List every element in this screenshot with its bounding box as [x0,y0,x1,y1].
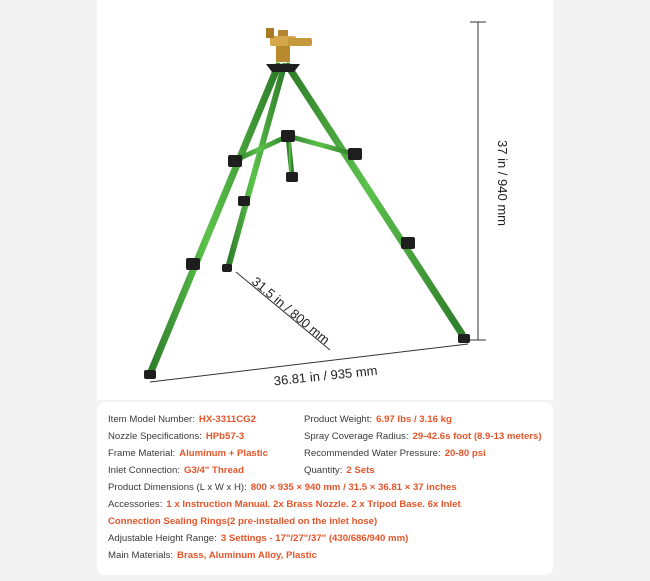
spec-product-dimensions [108,482,457,494]
spec-frame-material [108,448,268,460]
spec-accessories-continued [108,516,377,528]
spec-value: Brass, Aluminum Alloy, Plastic [177,550,317,561]
spec-label: Item Model Number: [108,414,195,425]
spec-label: Frame Material: [108,448,176,459]
spec-value: HX-3311CG2 [198,414,256,425]
spec-value: Connection Sealing Rings(2 pre-installed on the inlet hose) [108,516,378,527]
spec-value: 2 Sets [346,465,375,476]
spec-label: Inlet Connection: [108,465,180,476]
spec-label: Recommended Water Pressure: [304,448,441,459]
brass-sprinkler-head-icon [266,28,312,62]
spec-accessories [108,499,461,511]
spec-inlet-connection [108,465,244,477]
spec-label: Nozzle Specifications: [108,431,202,442]
leg-spread-dimension-label: 31.5 in / 800 mm [248,273,333,348]
height-dimension-line [470,22,486,340]
spec-label: Accessories: [108,499,163,510]
spec-label: Product Weight: [304,414,373,425]
spec-value: 3 Settings - 17"/27"/37" (430/686/940 mm) [220,533,409,544]
spec-height-range [108,533,408,545]
spec-product-weight [304,414,452,426]
spec-main-materials [108,550,317,562]
spec-label: Spray Coverage Radius: [304,431,409,442]
spec-quantity [304,465,375,477]
spec-spray-radius [304,431,542,443]
spec-value: 6.97 lbs / 3.16 kg [376,414,452,425]
spec-value: Aluminum + Plastic [179,448,268,459]
spec-nozzle [108,431,244,443]
spec-water-pressure [304,448,486,460]
spec-value: HPb57-3 [205,431,245,442]
spec-label: Main Materials: [108,550,174,561]
spec-value: 800 × 935 × 940 mm / 31.5 × 36.81 × 37 inches [250,482,457,493]
spec-item-model [108,414,256,426]
spec-label: Adjustable Height Range: [108,533,217,544]
height-dimension-label: 37 in / 940 mm [495,140,510,226]
spec-value: 29-42.6s foot (8.9-13 meters) [412,431,542,442]
base-width-dimension-label: 36.81 in / 935 mm [272,362,379,389]
spec-value: 1 x Instruction Manual. 2x Brass Nozzle. 2 x Tripod Base. 6x Inlet [166,499,461,510]
spec-value: 20-80 psi [444,448,486,459]
spec-value: G3/4" Thread [184,465,244,476]
specifications-card [97,402,553,575]
spec-label: Product Dimensions (L x W x H): [108,482,247,493]
spec-label: Quantity: [304,465,343,476]
